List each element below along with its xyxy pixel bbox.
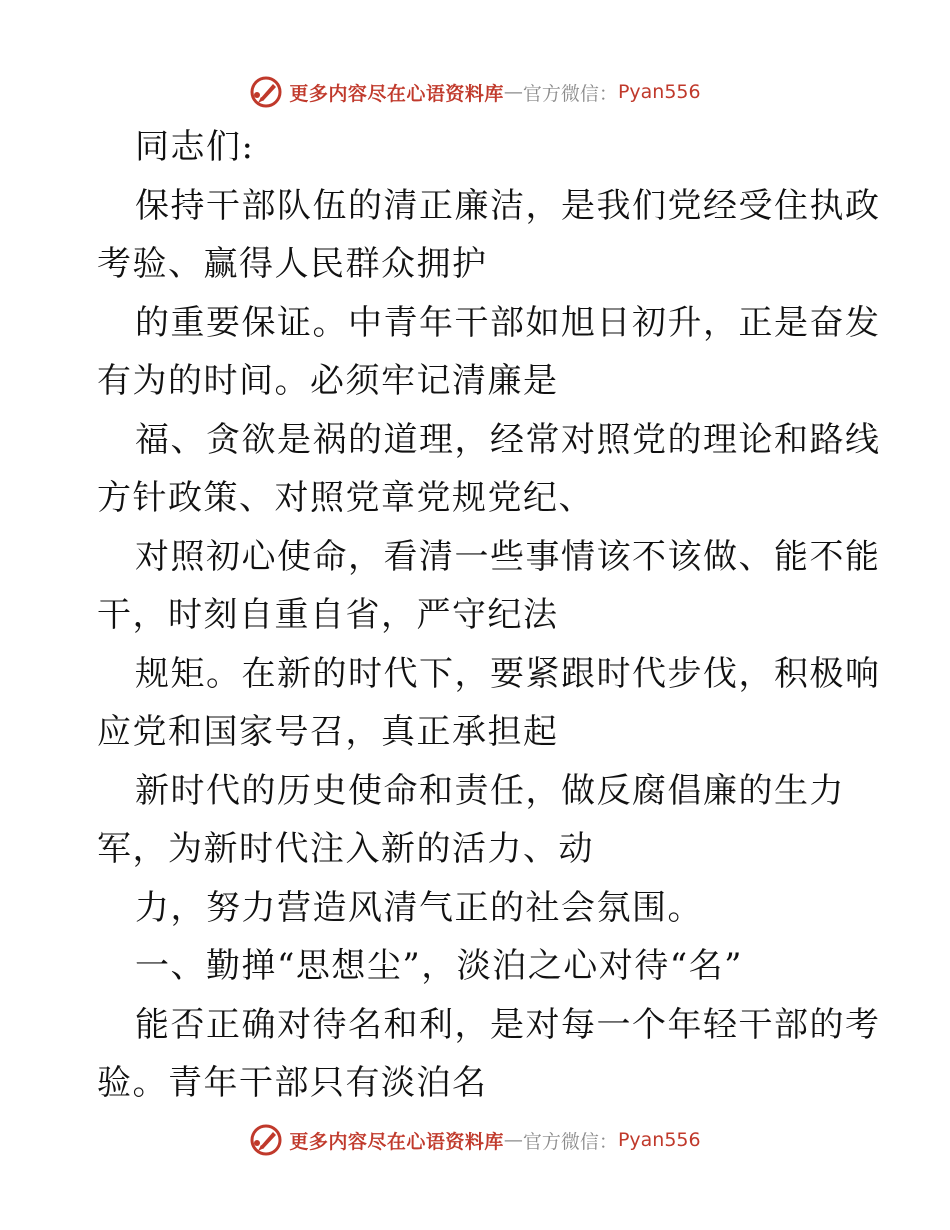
text-line: 方针政策、对照党章党规党纪、: [97, 478, 594, 518]
text-line: 应党和国家号召，真正承担起: [97, 712, 559, 752]
footer-banner: [0, 1118, 950, 1162]
banner-brand-text: 更多内容尽在心语资料库: [289, 1130, 504, 1153]
text-line: 军，为新时代注入新的活力、动: [97, 829, 594, 869]
banner-label: 官方微信：: [522, 82, 618, 105]
text-line: 福、贪欲是祸的道理，经常对照党的理论和路线: [135, 420, 881, 460]
text-line: 干，时刻自重自省，严守纪法: [97, 595, 559, 635]
text-line: 同志们:: [135, 127, 255, 167]
text-line: 对照初心使命，看清一些事情该不该做、能不能: [135, 537, 881, 577]
banner-label: 官方微信：: [522, 1130, 618, 1153]
brand-logo-icon: [249, 75, 283, 109]
text-line: 的重要保证。中青年干部如旭日初升，正是奋发: [135, 303, 881, 343]
text-line: 新时代的历史使命和责任，做反腐倡廉的生力: [135, 771, 845, 811]
banner-dash: —: [503, 1129, 523, 1151]
text-line: 规矩。在新的时代下，要紧跟时代步伐，积极响: [135, 654, 881, 694]
section-heading: 一、勤掸“思想尘”，淡泊之心对待“名”: [135, 946, 744, 986]
brand-logo-icon: [249, 1123, 283, 1157]
banner-wechat-id: Pyan556: [617, 81, 701, 103]
text-line: 保持干部队伍的清正廉洁，是我们党经受住执政: [135, 186, 881, 226]
header-banner: [0, 70, 950, 114]
text-line: 力，努力营造风清气正的社会氛围。: [135, 888, 703, 928]
text-line: 能否正确对待名和利，是对每一个年轻干部的考: [135, 1005, 881, 1045]
text-line: 有为的时间。必须牢记清廉是: [97, 361, 559, 401]
banner-wechat-id: Pyan556: [617, 1129, 701, 1151]
banner-dash: —: [503, 81, 523, 103]
banner-brand-text: 更多内容尽在心语资料库: [289, 82, 504, 105]
text-line: 考验、赢得人民群众拥护: [97, 244, 488, 284]
text-line: 验。青年干部只有淡泊名: [97, 1063, 488, 1103]
